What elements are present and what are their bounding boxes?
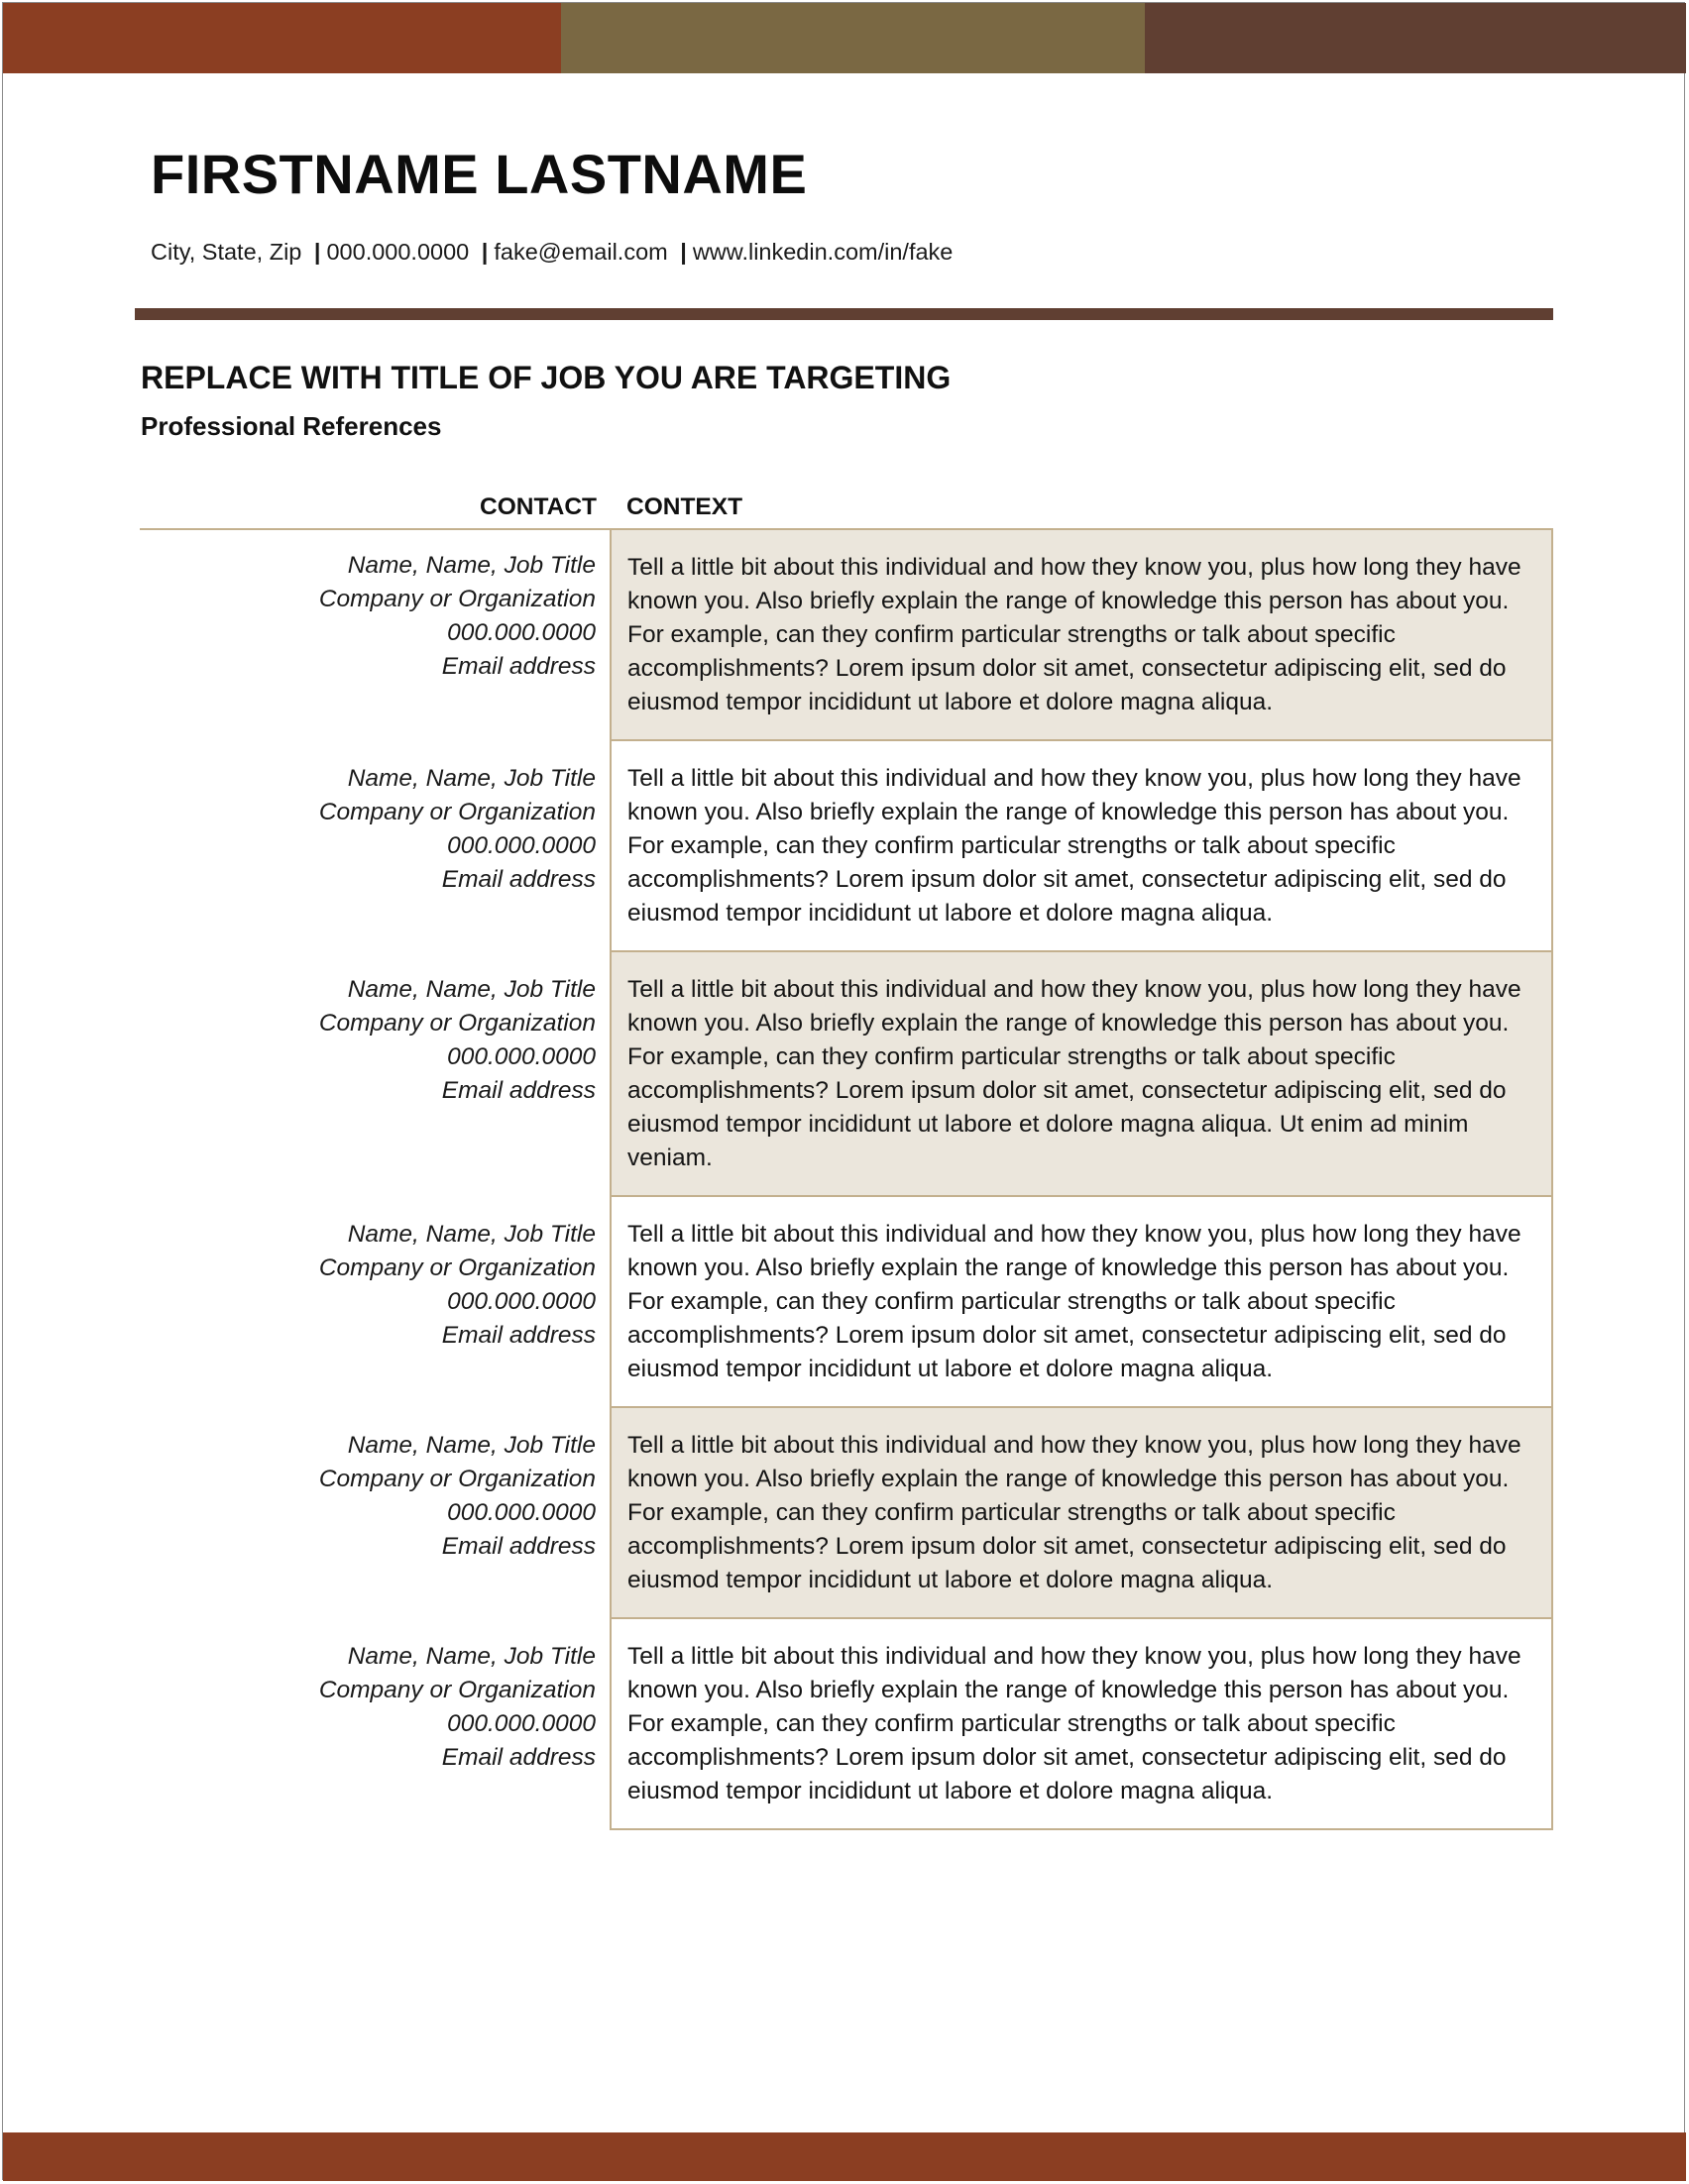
reference-row	[140, 528, 1553, 741]
reference-phone: 000.000.0000	[447, 1288, 596, 1315]
reference-row	[140, 741, 1553, 952]
reference-context: Tell a little bit about this individual and how they know you, plus how long they have known you. Also briefly explain the range of knowledge this person has about you. For example, can they confirm particular strengths or talk about specific accomplishments? Lorem ipsum dolor sit amet, consectetur adipiscing elit, sed do eiusmod tempor incididunt ut labore et dolore magna aliqua.	[610, 1617, 1553, 1830]
reference-name: Name, Name, Job Title	[347, 1643, 596, 1670]
contact-separator: |	[680, 239, 687, 265]
contact-column-header: CONTACT	[480, 493, 597, 520]
target-job-title: REPLACE WITH TITLE OF JOB YOU ARE TARGETING	[141, 360, 952, 395]
reference-company: Company or Organization	[318, 1677, 596, 1703]
reference-phone: 000.000.0000	[447, 1499, 596, 1526]
reference-row	[140, 1619, 1553, 1830]
header-divider	[135, 308, 1553, 320]
reference-contact	[140, 1619, 610, 1830]
reference-phone: 000.000.0000	[447, 1710, 596, 1737]
reference-contact	[140, 952, 610, 1197]
location-text: City, State, Zip	[151, 239, 302, 265]
reference-contact	[140, 1408, 610, 1619]
reference-context: Tell a little bit about this individual and how they know you, plus how long they have known you. Also briefly explain the range of knowledge this person has about you. For example, can they confirm particular strengths or talk about specific accomplishments? Lorem ipsum dolor sit amet, consectetur adipiscing elit, sed do eiusmod tempor incididunt ut labore et dolore magna aliqua.	[610, 528, 1553, 741]
reference-email: Email address	[441, 1744, 596, 1771]
reference-context: Tell a little bit about this individual and how they know you, plus how long they have known you. Also briefly explain the range of knowledge this person has about you. For example, can they confirm particular strengths or talk about specific accomplishments? Lorem ipsum dolor sit amet, consectetur adipiscing elit, sed do eiusmod tempor incididunt ut labore et dolore magna aliqua.	[610, 739, 1553, 952]
reference-context: Tell a little bit about this individual and how they know you, plus how long they have known you. Also briefly explain the range of knowledge this person has about you. For example, can they confirm particular strengths or talk about specific accomplishments? Lorem ipsum dolor sit amet, consectetur adipiscing elit, sed do eiusmod tempor incididunt ut labore et dolore magna aliqua.	[610, 1195, 1553, 1408]
reference-company: Company or Organization	[318, 1466, 596, 1492]
reference-phone: 000.000.0000	[447, 832, 596, 859]
email-text: fake@email.com	[494, 239, 668, 265]
top-color-bar	[3, 3, 1686, 73]
context-column-header: CONTEXT	[626, 493, 743, 520]
reference-company: Company or Organization	[318, 586, 596, 612]
reference-email: Email address	[441, 1533, 596, 1560]
reference-name: Name, Name, Job Title	[347, 976, 596, 1003]
reference-email: Email address	[441, 1077, 596, 1104]
reference-email: Email address	[441, 866, 596, 893]
section-subtitle: Professional References	[141, 411, 442, 441]
top-bar-rust-segment	[3, 3, 561, 73]
reference-phone: 000.000.0000	[447, 619, 596, 646]
reference-company: Company or Organization	[318, 1010, 596, 1037]
reference-row	[140, 952, 1553, 1197]
reference-context: Tell a little bit about this individual and how they know you, plus how long they have known you. Also briefly explain the range of knowledge this person has about you. For example, can they confirm particular strengths or talk about specific accomplishments? Lorem ipsum dolor sit amet, consectetur adipiscing elit, sed do eiusmod tempor incididunt ut labore et dolore magna aliqua.	[610, 1406, 1553, 1619]
phone-text: 000.000.0000	[326, 239, 470, 265]
reference-email: Email address	[441, 1322, 596, 1349]
reference-company: Company or Organization	[318, 1255, 596, 1281]
contact-separator: |	[313, 239, 321, 265]
references-table	[140, 528, 1553, 1830]
top-bar-olive-segment	[561, 3, 1145, 73]
top-bar-brown-segment	[1145, 3, 1686, 73]
reference-name: Name, Name, Job Title	[347, 1432, 596, 1459]
reference-name: Name, Name, Job Title	[347, 765, 596, 792]
linkedin-text: www.linkedin.com/in/fake	[692, 239, 954, 265]
contact-separator: |	[481, 239, 489, 265]
contact-line	[151, 238, 953, 266]
reference-name: Name, Name, Job Title	[347, 552, 596, 579]
reference-contact	[140, 741, 610, 952]
reference-contact	[140, 1197, 610, 1408]
reference-row	[140, 1408, 1553, 1619]
reference-company: Company or Organization	[318, 799, 596, 825]
reference-email: Email address	[441, 653, 596, 680]
candidate-name: FIRSTNAME LASTNAME	[151, 143, 808, 205]
reference-contact	[140, 528, 610, 741]
reference-phone: 000.000.0000	[447, 1043, 596, 1070]
reference-name: Name, Name, Job Title	[347, 1221, 596, 1248]
reference-context: Tell a little bit about this individual and how they know you, plus how long they have known you. Also briefly explain the range of knowledge this person has about you. For example, can they confirm particular strengths or talk about specific accomplishments? Lorem ipsum dolor sit amet, consectetur adipiscing elit, sed do eiusmod tempor incididunt ut labore et dolore magna aliqua. Ut enim ad minim veniam.	[610, 950, 1553, 1197]
bottom-color-bar	[3, 2132, 1686, 2181]
reference-row	[140, 1197, 1553, 1408]
